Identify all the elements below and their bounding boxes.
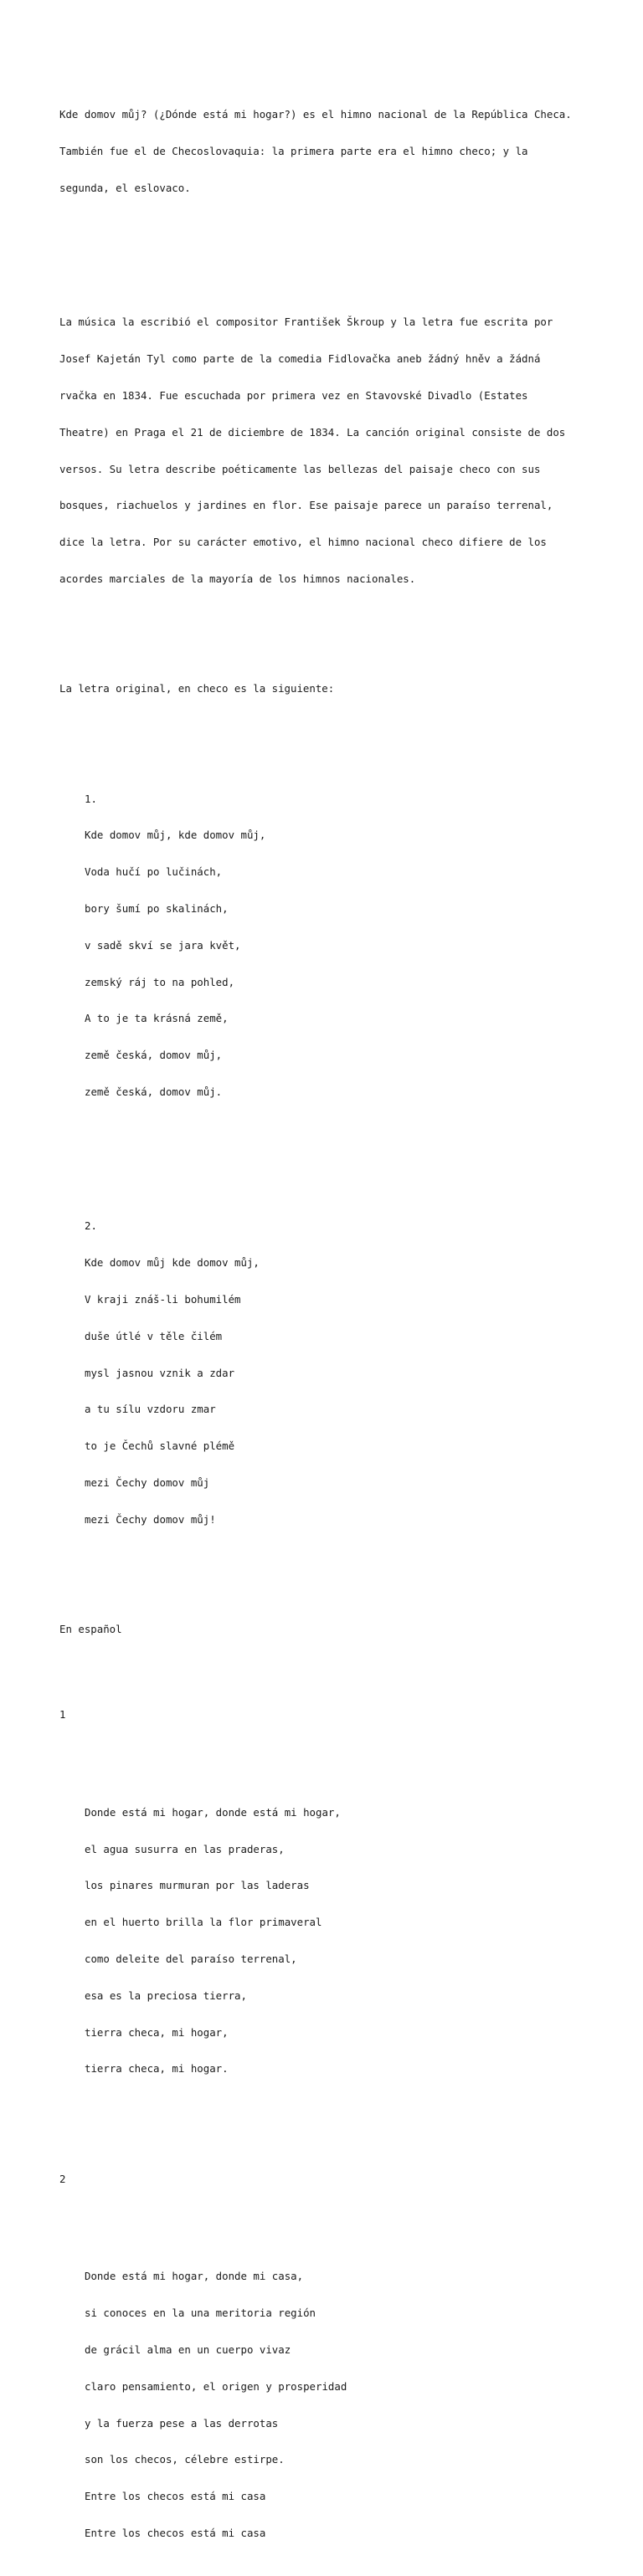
text-line: versos. Su letra describe poéticamente las bellezas del paisaje checo con sus: [59, 462, 541, 475]
text-line: Kde domov můj? (¿Dónde está mi hogar?) es el himno nacional de la República Checa.: [59, 108, 572, 121]
verse-number: 1: [59, 1708, 66, 1722]
verse-line: země česká, domov můj.: [85, 1085, 223, 1098]
text-line: La música la escribió el compositor František Škroup y la letra fue escrita por: [59, 316, 553, 329]
verse-line: como deleite del paraíso terrenal,: [85, 1953, 297, 1966]
history-paragraph: [59, 292, 612, 609]
verse-line: son los checos, célebre estirpe.: [85, 2453, 285, 2466]
intro-paragraph: [59, 85, 612, 219]
verse-line: en el huerto brilla la flor primaveral: [85, 1916, 322, 1929]
verse-line: de grácil alma en un cuerpo vivaz: [85, 2343, 291, 2357]
verse-line: to je Čechů slavné plémě: [85, 1439, 235, 1453]
verse-line: Entre los checos está mi casa: [85, 2490, 266, 2503]
spanish-heading: En español: [59, 1623, 122, 1635]
verse-line: Kde domov můj kde domov můj,: [85, 1256, 260, 1270]
verse-line: země česká, domov můj,: [85, 1049, 223, 1062]
verse-line: Entre los checos está mi casa: [85, 2526, 266, 2539]
text-line: dice la letra. Por su carácter emotivo, el himno nacional checo difiere de los: [59, 536, 547, 549]
text-line: Josef Kajetán Tyl como parte de la comedia Fidlovačka aneb žádný hněv a žádná: [59, 352, 541, 366]
verse-line: tierra checa, mi hogar.: [85, 2062, 229, 2076]
text-line: segunda, el eslovaco.: [59, 181, 191, 194]
verse-line: los pinares murmuran por las laderas: [85, 1879, 310, 1892]
verse-line: mezi Čechy domov můj: [85, 1475, 210, 1489]
verse-line: claro pensamiento, el origen y prosperidad: [85, 2379, 347, 2393]
czech-verse-2: [59, 1196, 612, 1550]
verse-line: duše útlé v těle čilém: [85, 1329, 223, 1342]
spanish-verse-2: [59, 2246, 612, 2563]
verse-line: el agua susurra en las praderas,: [85, 1842, 285, 1855]
verse-line: zemský ráj to na pohled,: [85, 975, 235, 988]
verse-number: 2: [59, 2172, 66, 2185]
verse-number: 2.: [85, 1219, 97, 1233]
verse-line: si conoces en la una meritoria región: [85, 2307, 316, 2320]
verse-line: mysl jasnou vznik a zdar: [85, 1366, 235, 1379]
text-line: Theatre) en Praga el 21 de diciembre de 1834. La canción original consiste de dos: [59, 425, 566, 439]
verse-line: Donde está mi hogar, donde está mi hogar,: [85, 1805, 341, 1819]
verse-line: A to je ta krásná země,: [85, 1012, 229, 1025]
verse-line: tierra checa, mi hogar,: [85, 2025, 229, 2039]
verse-line: v sadě skví se jara květ,: [85, 938, 241, 952]
czech-verse-1: [59, 768, 612, 1122]
verse-number: 1.: [85, 792, 97, 805]
text-line: rvačka en 1834. Fue escuchada por primera vez en Stavovské Divadlo (Estates: [59, 389, 528, 403]
verse-line: Voda hučí po lučinách,: [85, 865, 223, 879]
verse-line: a tu sílu vzdoru zmar: [85, 1403, 216, 1416]
verse-line: V kraji znáš-li bohumilém: [85, 1292, 241, 1306]
text-line: bosques, riachuelos y jardines en flor. Ese paisaje parece un paraíso terrenal,: [59, 499, 553, 512]
text-line: También fue el de Checoslovaquia: la primera parte era el himno checo; y la: [59, 145, 528, 158]
spanish-verse-1: [59, 1783, 612, 2100]
verse-line: esa es la preciosa tierra,: [85, 1988, 247, 2002]
verse-line: mezi Čechy domov můj!: [85, 1512, 216, 1526]
czech-lyrics-heading: La letra original, en checo es la siguiente:: [59, 682, 335, 695]
verse-line: bory šumí po skalinách,: [85, 901, 229, 915]
verse-line: y la fuerza pese a las derrotas: [85, 2416, 279, 2430]
verse-line: Kde domov můj, kde domov můj,: [85, 829, 266, 842]
document-body: [59, 60, 612, 2576]
verse-line: Donde está mi hogar, donde mi casa,: [85, 2270, 304, 2283]
text-line: acordes marciales de la mayoría de los himnos nacionales.: [59, 572, 416, 585]
